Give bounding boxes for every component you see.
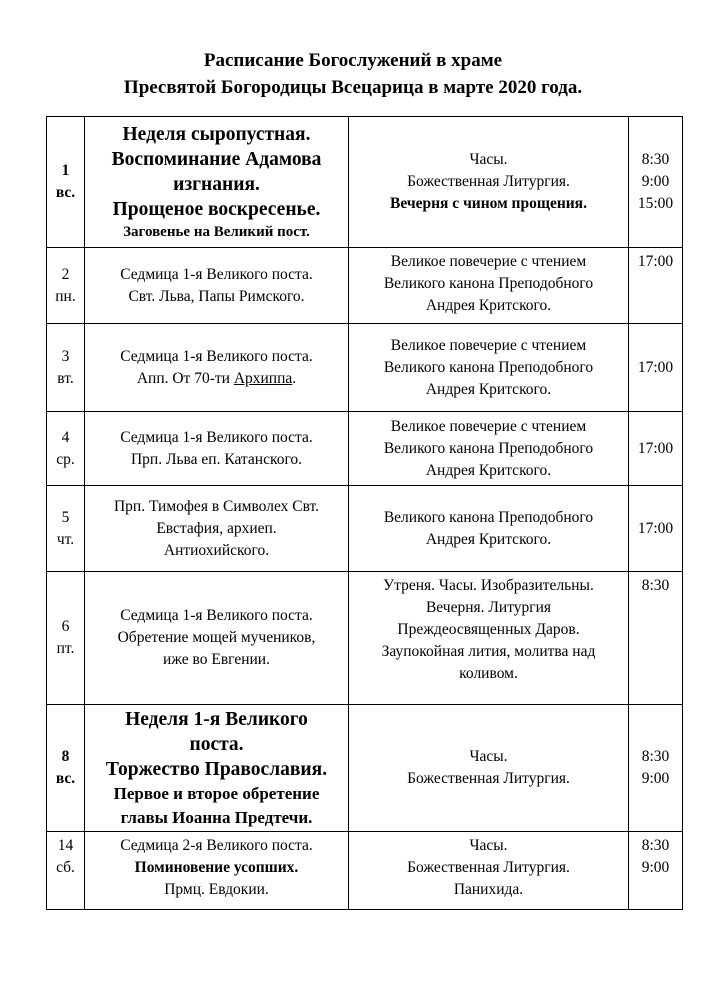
times-cell: [629, 832, 683, 910]
times-cell: [629, 324, 683, 412]
feast-line: Прощеное воскресенье.: [112, 198, 321, 220]
service-line: Божественная Литургия.: [407, 859, 570, 876]
feast-line: Торжество Православия.: [105, 758, 328, 780]
time-value: 17:00: [637, 519, 674, 537]
services-cell: [349, 412, 629, 486]
table-row: [47, 117, 683, 248]
feast-line: Воспоминание Адамова: [111, 148, 322, 170]
service-line: Панихида.: [453, 881, 524, 898]
service-line: Великого канона Преподобного: [383, 275, 594, 292]
service-line: Часы.: [469, 151, 508, 168]
service-line: Великого канона Преподобного: [383, 358, 594, 376]
feast-line: главы Иоанна Предтечи.: [120, 807, 313, 827]
service-line: Божественная Литургия.: [407, 173, 570, 190]
feast-line: Неделя сыропустная.: [122, 123, 311, 145]
service-line: Великое повечерие с чтением: [390, 253, 587, 270]
weekday: пт.: [56, 640, 75, 657]
table-row: [47, 248, 683, 324]
feast-line: Прмц. Евдокии.: [164, 881, 269, 898]
service-line: Великое повечерие с чтением: [390, 417, 587, 435]
service-line: Утреня. Часы. Изобразительны.: [383, 577, 594, 594]
feast-line: поста.: [189, 733, 244, 755]
service-line: Андрея Критского.: [425, 380, 552, 398]
service-line: Андрея Критского.: [425, 461, 552, 479]
feast-cell: [85, 412, 349, 486]
time-value: 8:30: [641, 151, 670, 168]
feast-line: Седмица 1-я Великого поста.: [120, 265, 313, 283]
feast-line: Неделя 1-я Великого: [125, 708, 308, 730]
services-cell: [349, 324, 629, 412]
service-line: Великое повечерие с чтением: [390, 336, 587, 354]
feast-line: Поминовение усопших.: [134, 859, 299, 876]
table-row: [47, 572, 683, 705]
service-line: Андрея Критского.: [425, 297, 552, 314]
feast-line: Прп. Тимофея в Символех Свт.: [113, 497, 320, 515]
date-cell: [47, 705, 85, 832]
weekday: пн.: [55, 287, 76, 305]
service-line: Великого канона Преподобного: [383, 439, 594, 457]
time-value: 8:30: [641, 837, 670, 854]
feast-line-prefix: Апп. От 70-ти: [136, 369, 234, 387]
service-line: Вечерня. Литургия: [425, 599, 552, 616]
weekday: чт.: [56, 530, 75, 548]
service-line: Преждеосвященных Даров.: [397, 621, 580, 638]
feast-line: Заговенье на Великий пост.: [123, 223, 310, 240]
feast-line: Обретение мощей мучеников,: [117, 629, 316, 646]
date-number: 2: [61, 265, 70, 283]
date-cell: [47, 117, 85, 248]
feast-line: Евстафия, архиеп.: [156, 519, 277, 537]
time-value: 17:00: [637, 253, 674, 270]
feast-cell: [85, 117, 349, 248]
service-line: Часы.: [469, 748, 508, 765]
times-cell: [629, 705, 683, 832]
table-row: [47, 705, 683, 832]
date-number: 5: [61, 508, 70, 526]
times-cell: [629, 117, 683, 248]
feast-cell: [85, 324, 349, 412]
date-cell: [47, 832, 85, 910]
date-cell: [47, 572, 85, 705]
date-number: 6: [61, 618, 70, 635]
services-cell: [349, 832, 629, 910]
schedule-title-line1: Расписание Богослужений в храме: [203, 50, 503, 71]
date-cell: [47, 412, 85, 486]
date-cell: [47, 248, 85, 324]
archippus-link[interactable]: Архиппа: [233, 369, 293, 387]
weekday: сб.: [56, 859, 75, 876]
feast-line: изгнания.: [173, 173, 260, 195]
date-number: 4: [61, 428, 70, 446]
weekday: вт.: [57, 369, 74, 387]
feast-line: Прп. Льва еп. Катанского.: [130, 450, 303, 468]
feast-line: иже во Евгении.: [163, 651, 270, 668]
feast-line: Первое и второе обретение: [113, 783, 320, 803]
service-line: коливом.: [459, 665, 518, 682]
time-value: 8:30: [641, 577, 670, 594]
service-line: Великого канона Преподобного: [383, 508, 594, 526]
feast-cell: [85, 572, 349, 705]
services-cell: [349, 572, 629, 705]
weekday: вс.: [55, 770, 76, 787]
table-row: [47, 486, 683, 572]
table-row: [47, 324, 683, 412]
time-value: 9:00: [641, 770, 670, 787]
service-line: Вечерня с чином прощения.: [390, 195, 587, 212]
time-value: 8:30: [641, 748, 670, 765]
feast-cell: [85, 486, 349, 572]
weekday: ср.: [56, 450, 75, 468]
date-number: 14: [57, 837, 74, 854]
date-number: 8: [61, 748, 70, 765]
service-line: Заупокойная лития, молитва над: [381, 643, 596, 660]
feast-line: Седмица 1-я Великого поста.: [120, 347, 313, 365]
time-value: 15:00: [637, 195, 674, 212]
feast-line: Свт. Льва, Папы Римского.: [128, 287, 305, 305]
feast-line: [85, 368, 348, 390]
times-cell: [629, 572, 683, 705]
schedule-title-line2: Пресвятой Богородицы Всецарица в марте 2020 года.: [123, 77, 583, 98]
feast-line: Седмица 1-я Великого поста.: [120, 428, 313, 446]
service-line: Часы.: [469, 837, 508, 854]
feast-line: Антиохийского.: [163, 541, 270, 559]
feast-cell: [85, 248, 349, 324]
times-cell: [629, 412, 683, 486]
time-value: 9:00: [641, 173, 670, 190]
services-cell: [349, 248, 629, 324]
feast-line: Седмица 2-я Великого поста.: [120, 837, 313, 854]
time-value: 17:00: [637, 358, 674, 376]
date-cell: [47, 324, 85, 412]
time-value: 17:00: [637, 439, 674, 457]
service-line: Божественная Литургия.: [407, 770, 570, 787]
service-line: Андрея Критского.: [425, 530, 552, 548]
feast-line: Седмица 1-я Великого поста.: [120, 607, 313, 624]
table-row: [47, 832, 683, 910]
schedule-table: [46, 116, 683, 910]
services-cell: [349, 486, 629, 572]
feast-cell: [85, 832, 349, 910]
time-value: 9:00: [641, 859, 670, 876]
feast-line-suffix: .: [292, 369, 297, 387]
feast-cell: [85, 705, 349, 832]
services-cell: [349, 117, 629, 248]
services-cell: [349, 705, 629, 832]
table-row: [47, 412, 683, 486]
weekday: вс.: [55, 184, 76, 201]
times-cell: [629, 486, 683, 572]
times-cell: [629, 248, 683, 324]
date-cell: [47, 486, 85, 572]
date-number: 1: [61, 162, 70, 179]
date-number: 3: [61, 347, 70, 365]
